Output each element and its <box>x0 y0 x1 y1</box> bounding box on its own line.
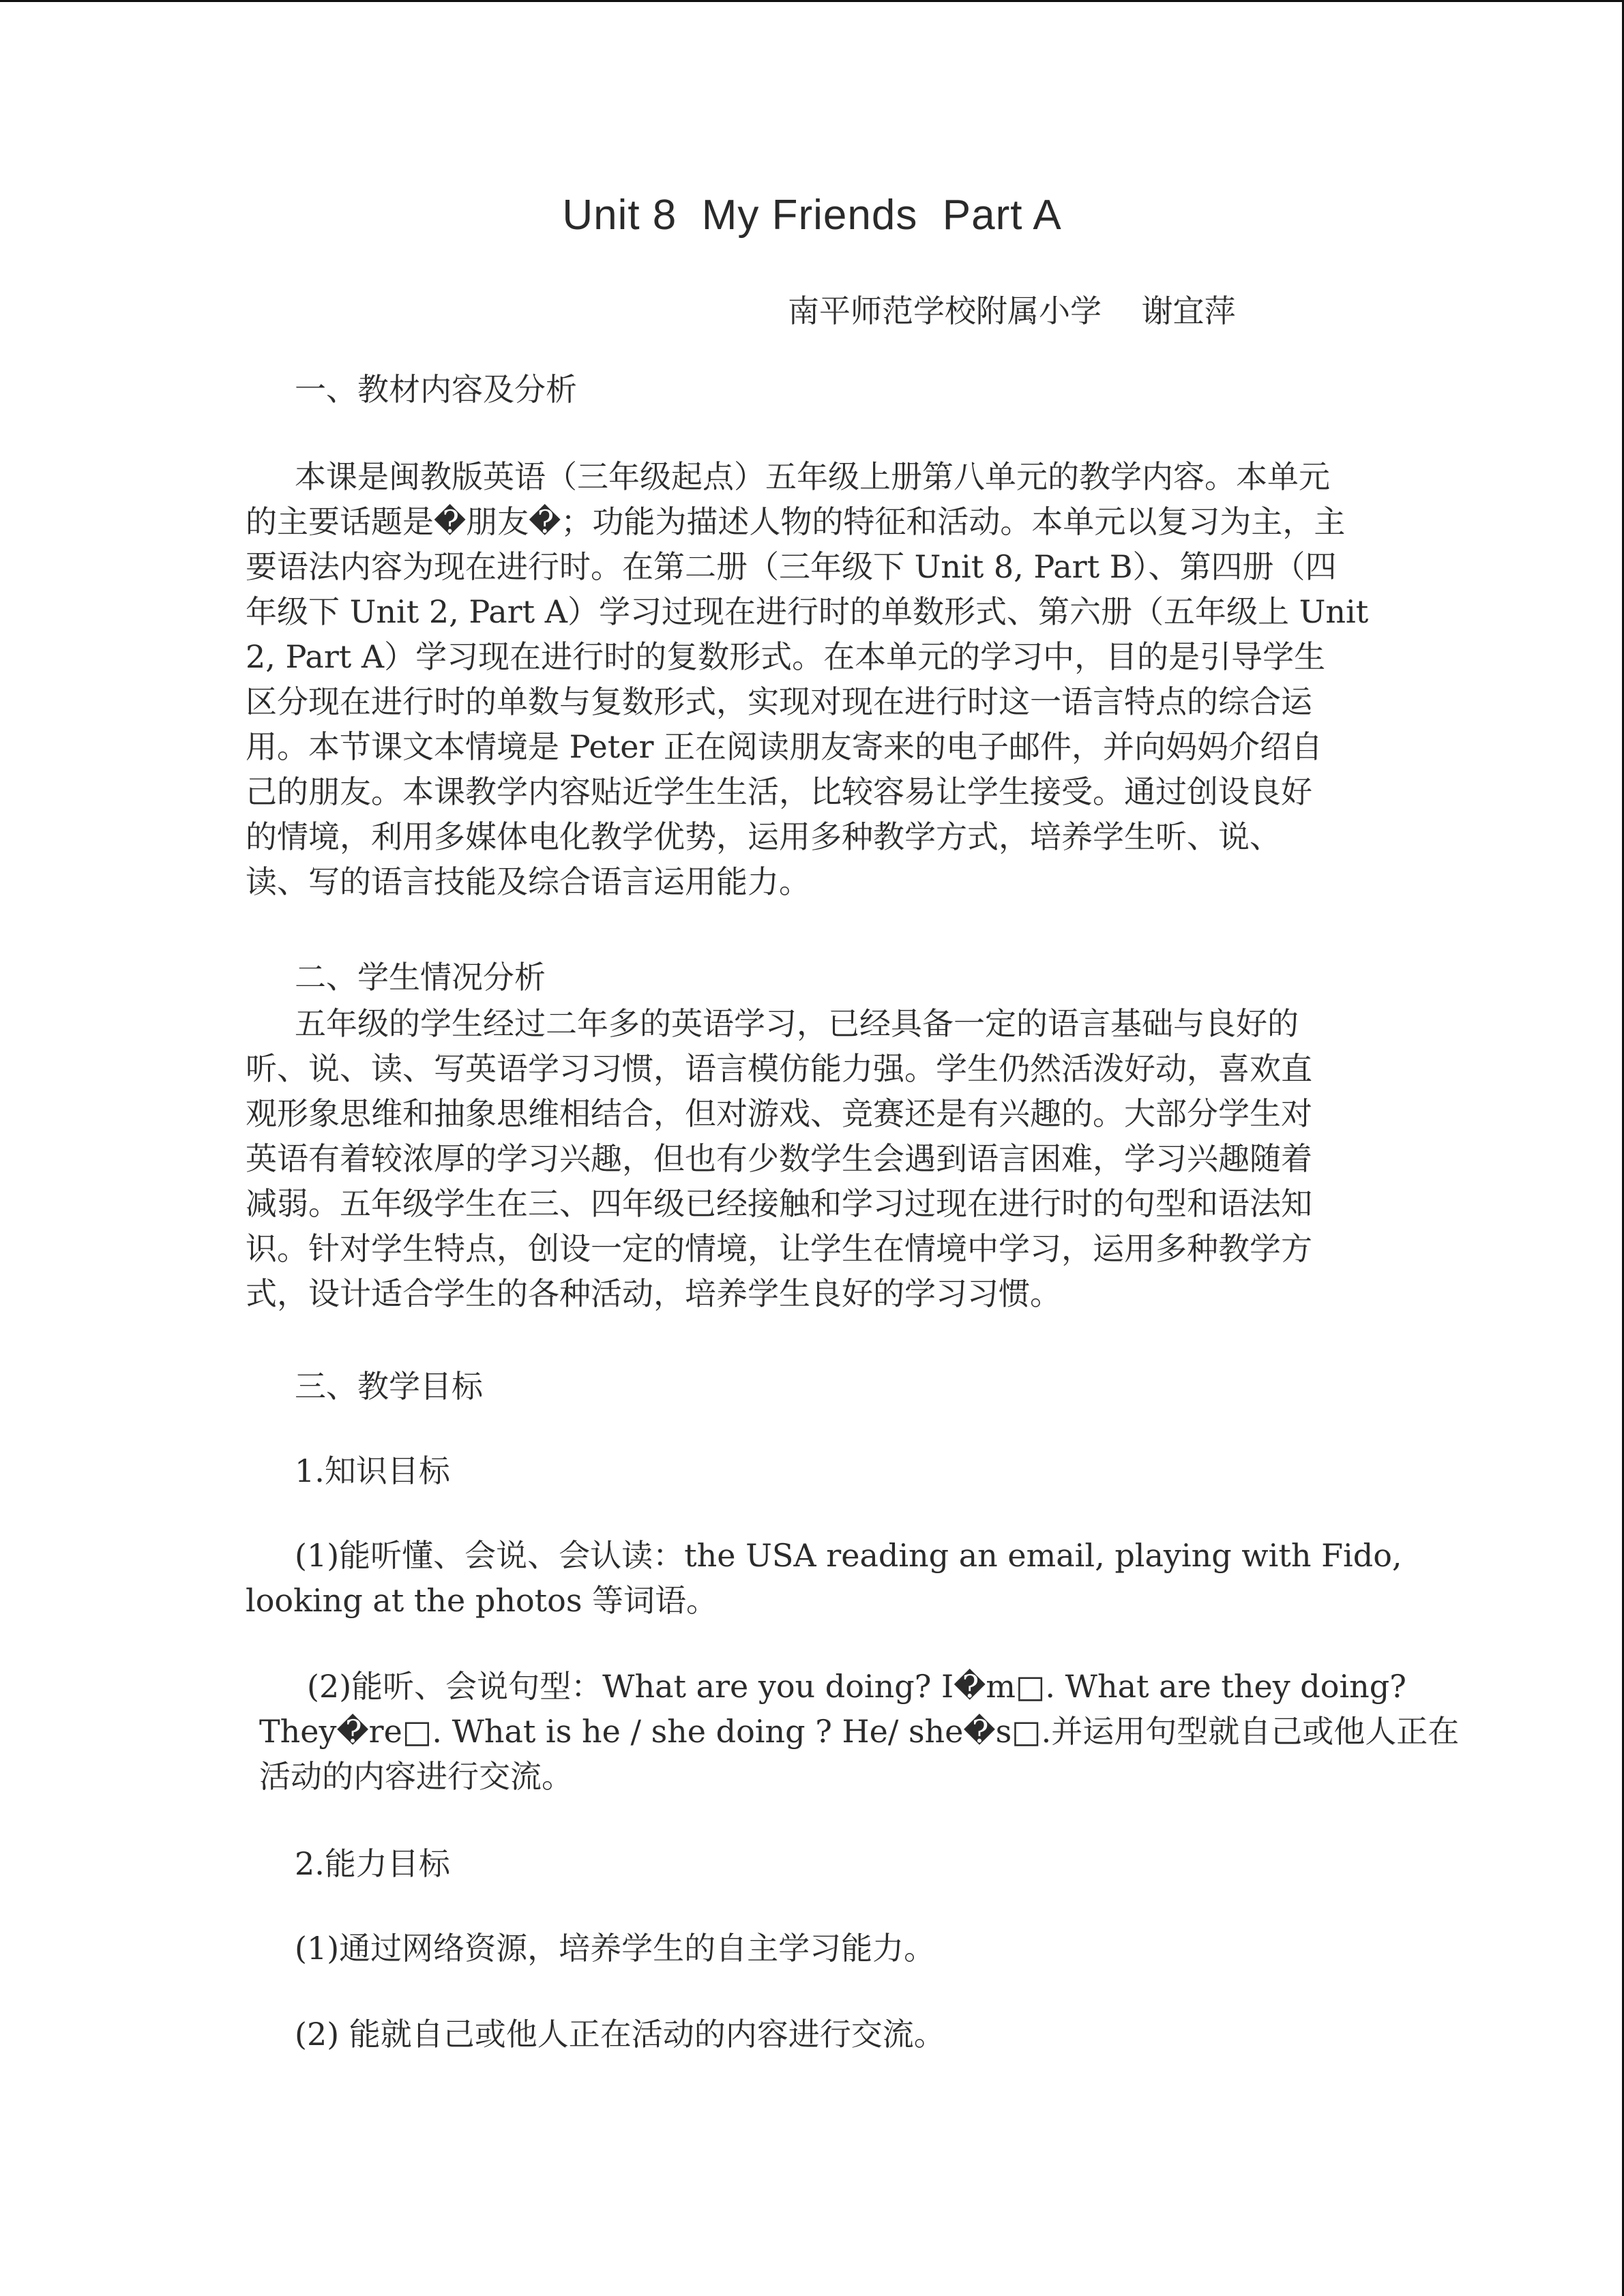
section1-line: 2, Part A）学习现在进行时的复数形式。在本单元的学习中，目的是引导学生 <box>246 638 1326 675</box>
knowledge-goals-heading: 1.知识目标 <box>295 1452 450 1489</box>
knowledge-item-1-line-1: (1)能听懂、会说、会认读：the USA reading an email, playing with Fido, <box>295 1537 1402 1574</box>
section2-line: 减弱。五年级学生在三、四年级已经接触和学习过现在进行时的句型和语法知 <box>246 1185 1312 1222</box>
section1-line: 区分现在进行时的单数与复数形式，实现对现在进行时这一语言特点的综合运 <box>246 683 1312 720</box>
section3-heading: 三、教学目标 <box>295 1368 483 1405</box>
section1-line: 用。本节课文本情境是 Peter 正在阅读朋友寄来的电子邮件，并向妈妈介绍自 <box>246 728 1323 765</box>
section2-heading: 二、学生情况分析 <box>295 959 546 996</box>
section1-line: 读、写的语言技能及综合语言运用能力。 <box>246 863 810 900</box>
section1-line: 的主要话题是�朋友�；功能为描述人物的特征和活动。本单元以复习为主，主 <box>246 503 1346 540</box>
knowledge-item-2-line-3: 活动的内容进行交流。 <box>259 1758 573 1795</box>
section1-line: 的情境，利用多媒体电化教学优势，运用多种教学方式，培养学生听、说、 <box>246 818 1281 855</box>
section2-line: 识。针对学生特点，创设一定的情境，让学生在情境中学习，运用多种教学方 <box>246 1230 1312 1267</box>
knowledge-item-2-line-1: (2)能听、会说句型：What are you doing? I�m□. What are they doing? <box>307 1668 1406 1705</box>
section2-line: 英语有着较浓厚的学习兴趣，但也有少数学生会遇到语言困难，学习兴趣随着 <box>246 1140 1312 1177</box>
document-title: Unit 8 My Friends Part A <box>562 192 1062 239</box>
section1-line: 本课是闽教版英语（三年级起点）五年级上册第八单元的教学内容。本单元 <box>295 458 1330 495</box>
knowledge-item-2-line-2: They�re□. What is he / she doing ? He/ she�s□.并运用句型就自己或他人正在 <box>259 1713 1460 1750</box>
section2-line: 听、说、读、写英语学习习惯，语言模仿能力强。学生仍然活泼好动，喜欢直 <box>246 1050 1312 1087</box>
section1-line: 要语法内容为现在进行时。在第二册（三年级下 Unit 8, Part B）、第四册（四 <box>246 548 1337 585</box>
ability-item-1: (1)通过网络资源，培养学生的自主学习能力。 <box>295 1930 936 1967</box>
knowledge-item-1-line-2: looking at the photos 等词语。 <box>246 1582 718 1619</box>
section2-line: 式，设计适合学生的各种活动，培养学生良好的学习习惯。 <box>246 1275 1061 1312</box>
ability-item-2: (2) 能就自己或他人正在活动的内容进行交流。 <box>295 2016 945 2053</box>
section1-heading: 一、教材内容及分析 <box>295 371 577 408</box>
ability-goals-heading: 2.能力目标 <box>295 1845 450 1882</box>
page-top-border <box>0 0 1624 2</box>
author-line: 南平师范学校附属小学 谢宜萍 <box>788 293 1236 329</box>
section1-line: 己的朋友。本课教学内容贴近学生生活，比较容易让学生接受。通过创设良好 <box>246 773 1312 810</box>
section1-line: 年级下 Unit 2, Part A）学习过现在进行时的单数形式、第六册（五年级上 Unit <box>246 593 1369 630</box>
section2-line: 观形象思维和抽象思维相结合，但对游戏、竞赛还是有兴趣的。大部分学生对 <box>246 1095 1312 1132</box>
section2-line: 五年级的学生经过二年多的英语学习，已经具备一定的语言基础与良好的 <box>295 1005 1299 1042</box>
